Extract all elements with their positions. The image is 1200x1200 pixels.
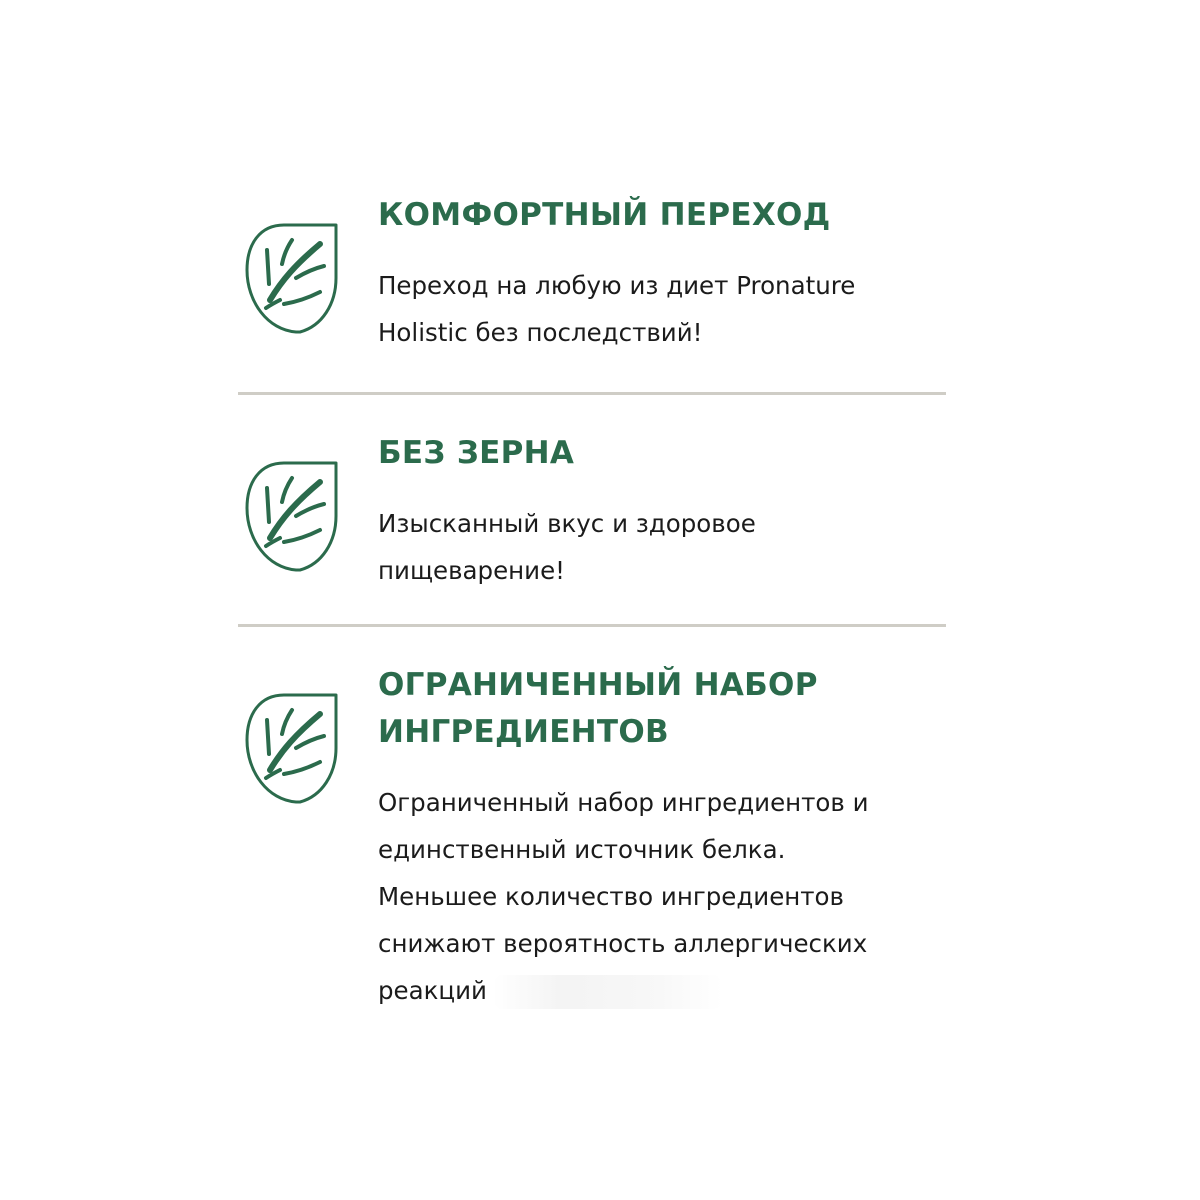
feature-content	[378, 430, 946, 594]
leaf-icon	[244, 692, 338, 804]
feature-description	[378, 262, 926, 356]
feature-description-line: Ограниченный набор ингредиентов и	[378, 788, 869, 817]
feature-title	[378, 662, 926, 756]
feature-description	[378, 500, 926, 594]
feature-title-line: ОГРАНИЧЕННЫЙ НАБОР	[378, 667, 818, 703]
feature-description-line: Переход на любую из диет Pronature	[378, 271, 856, 300]
feature-description-text: реакций	[378, 976, 487, 1005]
blurred-text-overlay	[493, 975, 723, 1009]
feature-description-line: пищеварение!	[378, 556, 566, 585]
feature-description-line: Изысканный вкус и здоровое	[378, 509, 756, 538]
feature-description-line: единственный источник белка.	[378, 835, 786, 864]
feature-title: БЕЗ ЗЕРНА	[378, 435, 575, 471]
feature-content	[378, 662, 946, 1014]
feature-description-line: Holistic без последствий!	[378, 318, 703, 347]
feature-description-line: Меньшее количество ингредиентов	[378, 882, 844, 911]
feature-description-line-last	[378, 967, 926, 1014]
feature-description-line: снижают вероятность аллергических	[378, 929, 868, 958]
leaf-icon	[244, 460, 338, 572]
feature-description	[378, 779, 926, 1014]
feature-comfortable-transition	[238, 180, 946, 392]
feature-limited-ingredients	[238, 627, 946, 1014]
feature-title-line: ИНГРЕДИЕНТОВ	[378, 714, 669, 750]
feature-content	[378, 192, 946, 356]
features-list	[238, 180, 946, 1014]
feature-grain-free	[238, 395, 946, 624]
leaf-icon	[244, 222, 338, 334]
feature-title: КОМФОРТНЫЙ ПЕРЕХОД	[378, 197, 831, 233]
